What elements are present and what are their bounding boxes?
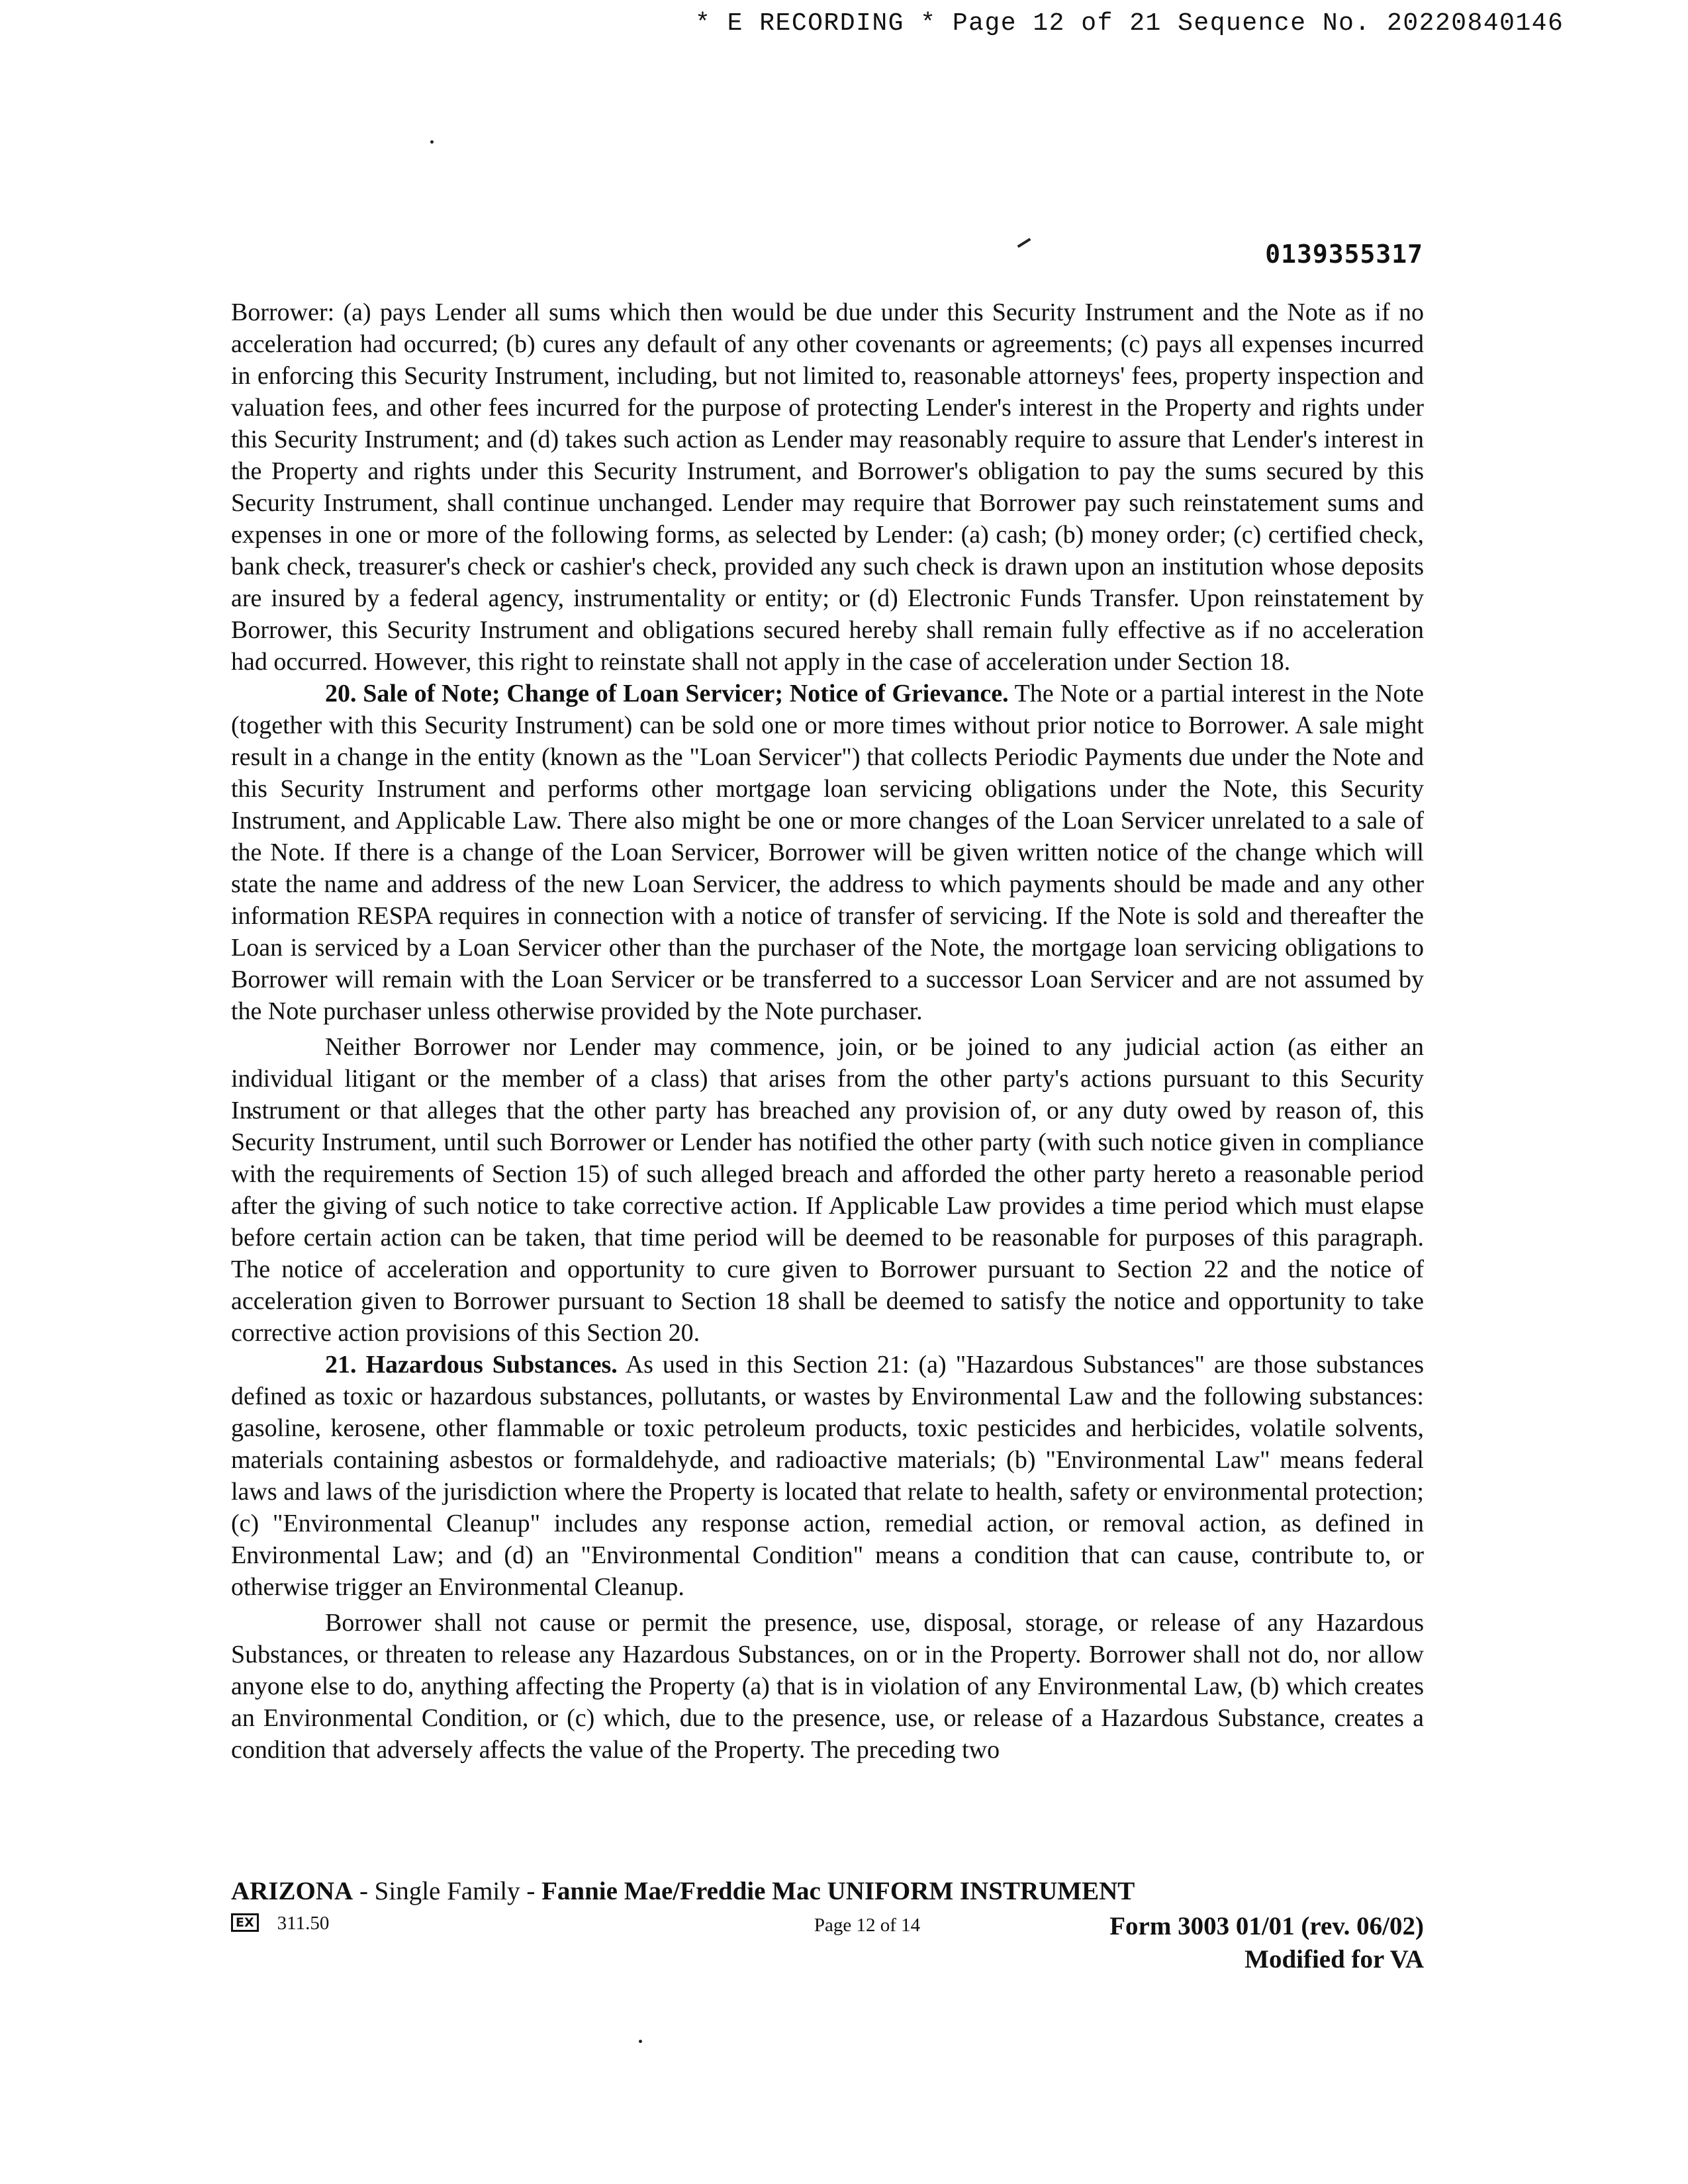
footer-instrument: Fannie Mae/Freddie Mac UNIFORM INSTRUMENT bbox=[541, 1877, 1135, 1905]
section-21-text: As used in this Section 21: (a) "Hazardous Substances" are those substances defined as toxic or hazardous substances, pollutants, or wastes by Environmental Law and the following substances: gasoline, kerosene, other flammable or toxic petroleum products, toxic pesticides and herbicides, volatile solvents, materials containing asbestos or formaldehyde, and radioactive materials; (b) "Environmental Law" means federal laws and laws of the jurisdiction where the Property is located that relate to health, safety or environmental protection; (c) "Environmental Cleanup" includes any response action, remedial action, or removal action, as defined in Environmental Law; and (d) an "Environmental Condition" means a condition that can cause, contribute to, or otherwise trigger an Environmental Cleanup. bbox=[231, 1351, 1424, 1601]
document-body bbox=[231, 296, 1424, 1766]
section-20-text: The Note or a partial interest in the Note (together with this Security Instrument) can be sold one or more times without prior notice to Borrower. A sale might result in a change in the entity (known as the "Loan Servicer") that collects Periodic Payments due under the Note and this Security Instrument and performs other mortgage loan servicing obligations under the Note, this Security Instrument, and Applicable Law. There also might be one or more changes of the Loan Servicer unrelated to a sale of the Note. If there is a change of the Loan Servicer, Borrower will be given written notice of the change which will state the name and address of the new Loan Servicer, the address to which payments should be made and any other information RESPA requires in connection with a notice of transfer of servicing. If the Note is sold and thereafter the Loan is serviced by a Loan Servicer other than the purchaser of the Note, the mortgage loan servicing obligations to Borrower will remain with the Loan Servicer or be transferred to a successor Loan Servicer and are not assumed by the Note purchaser unless otherwise provided by the Note purchaser. bbox=[231, 680, 1424, 1025]
recording-header: * E RECORDING * Page 12 of 21 Sequence No. 20220840146 bbox=[695, 9, 1564, 38]
scan-speck bbox=[430, 140, 434, 144]
footer-instrument-line bbox=[231, 1876, 1424, 1906]
ex-logo-icon: EX bbox=[231, 1913, 259, 1932]
section-20-paragraph-2: Neither Borrower nor Lender may commence, join, or be joined to any judicial action (as either an individual litigant or the member of a class) that arises from the other party's actions pursuant to this Security Instrument or that alleges that the other party has breached any provision of, or any duty owed by reason of, this Security Instrument, until such Borrower or Lender has notified the other party (with such notice given in compliance with the requirements of Section 15) of such alleged breach and afforded the other party hereto a reasonable period after the giving of such notice to take corrective action. If Applicable Law provides a time period which must elapse before certain action can be taken, that time period will be deemed to be reasonable for purposes of this paragraph. The notice of acceleration and opportunity to cure given to Borrower pursuant to Section 22 and the notice of acceleration given to Borrower pursuant to Section 18 shall be deemed to satisfy the notice and opportunity to take corrective action provisions of this Section 20. bbox=[231, 1033, 1424, 1347]
loan-number: 0139355317 bbox=[1265, 240, 1423, 269]
footer-form-code bbox=[231, 1913, 329, 1934]
section-20-paragraph bbox=[231, 678, 1424, 1027]
footer-separator: - Single Family - bbox=[353, 1877, 542, 1905]
form-code-number: 311.50 bbox=[277, 1913, 330, 1934]
footer-form-number: Form 3003 01/01 (rev. 06/02) bbox=[1109, 1912, 1424, 1940]
footer-modified: Modified for VA bbox=[1244, 1945, 1424, 1974]
tick-mark bbox=[1017, 238, 1031, 248]
footer-page-count: Page 12 of 14 bbox=[814, 1915, 921, 1936]
paragraph-continued: Borrower: (a) pays Lender all sums which then would be due under this Security Instrument and the Note as if no acceleration had occurred; (b) cures any default of any other covenants or agreements; (c) pays all expenses incurred in enforcing this Security Instrument, including, but not limited to, reasonable attorneys' fees, property inspection and valuation fees, and other fees incurred for the purpose of protecting Lender's interest in the Property and rights under this Security Instrument; and (d) takes such action as Lender may reasonably require to assure that Lender's interest in the Property and rights under this Security Instrument, and Borrower's obligation to pay the sums secured by this Security Instrument, shall continue unchanged. Lender may require that Borrower pay such reinstatement sums and expenses in one or more of the following forms, as selected by Lender: (a) cash; (b) money order; (c) certified check, bank check, treasurer's check or cashier's check, provided any such check is drawn upon an institution whose deposits are insured by a federal agency, instrumentality or entity; or (d) Electronic Funds Transfer. Upon reinstatement by Borrower, this Security Instrument and obligations secured hereby shall remain fully effective as if no acceleration had occurred. However, this right to reinstate shall not apply in the case of acceleration under Section 18. bbox=[231, 298, 1424, 676]
footer-state: ARIZONA bbox=[231, 1877, 353, 1905]
section-21-heading: 21. Hazardous Substances. bbox=[325, 1351, 618, 1379]
section-21-paragraph bbox=[231, 1349, 1424, 1603]
section-20-heading: 20. Sale of Note; Change of Loan Servicer; Notice of Grievance. bbox=[325, 680, 1009, 707]
scan-speck bbox=[639, 2040, 642, 2043]
section-21-paragraph-2: Borrower shall not cause or permit the presence, use, disposal, storage, or release of any Hazardous Substances, or threaten to release any Hazardous Substances, on or in the Property. Borrower shall not do, nor allow anyone else to do, anything affecting the Property (a) that is in violation of any Environmental Law, (b) which creates an Environmental Condition, or (c) which, due to the presence, use, or release of a Hazardous Substance, creates a condition that adversely affects the value of the Property. The preceding two bbox=[231, 1609, 1424, 1764]
